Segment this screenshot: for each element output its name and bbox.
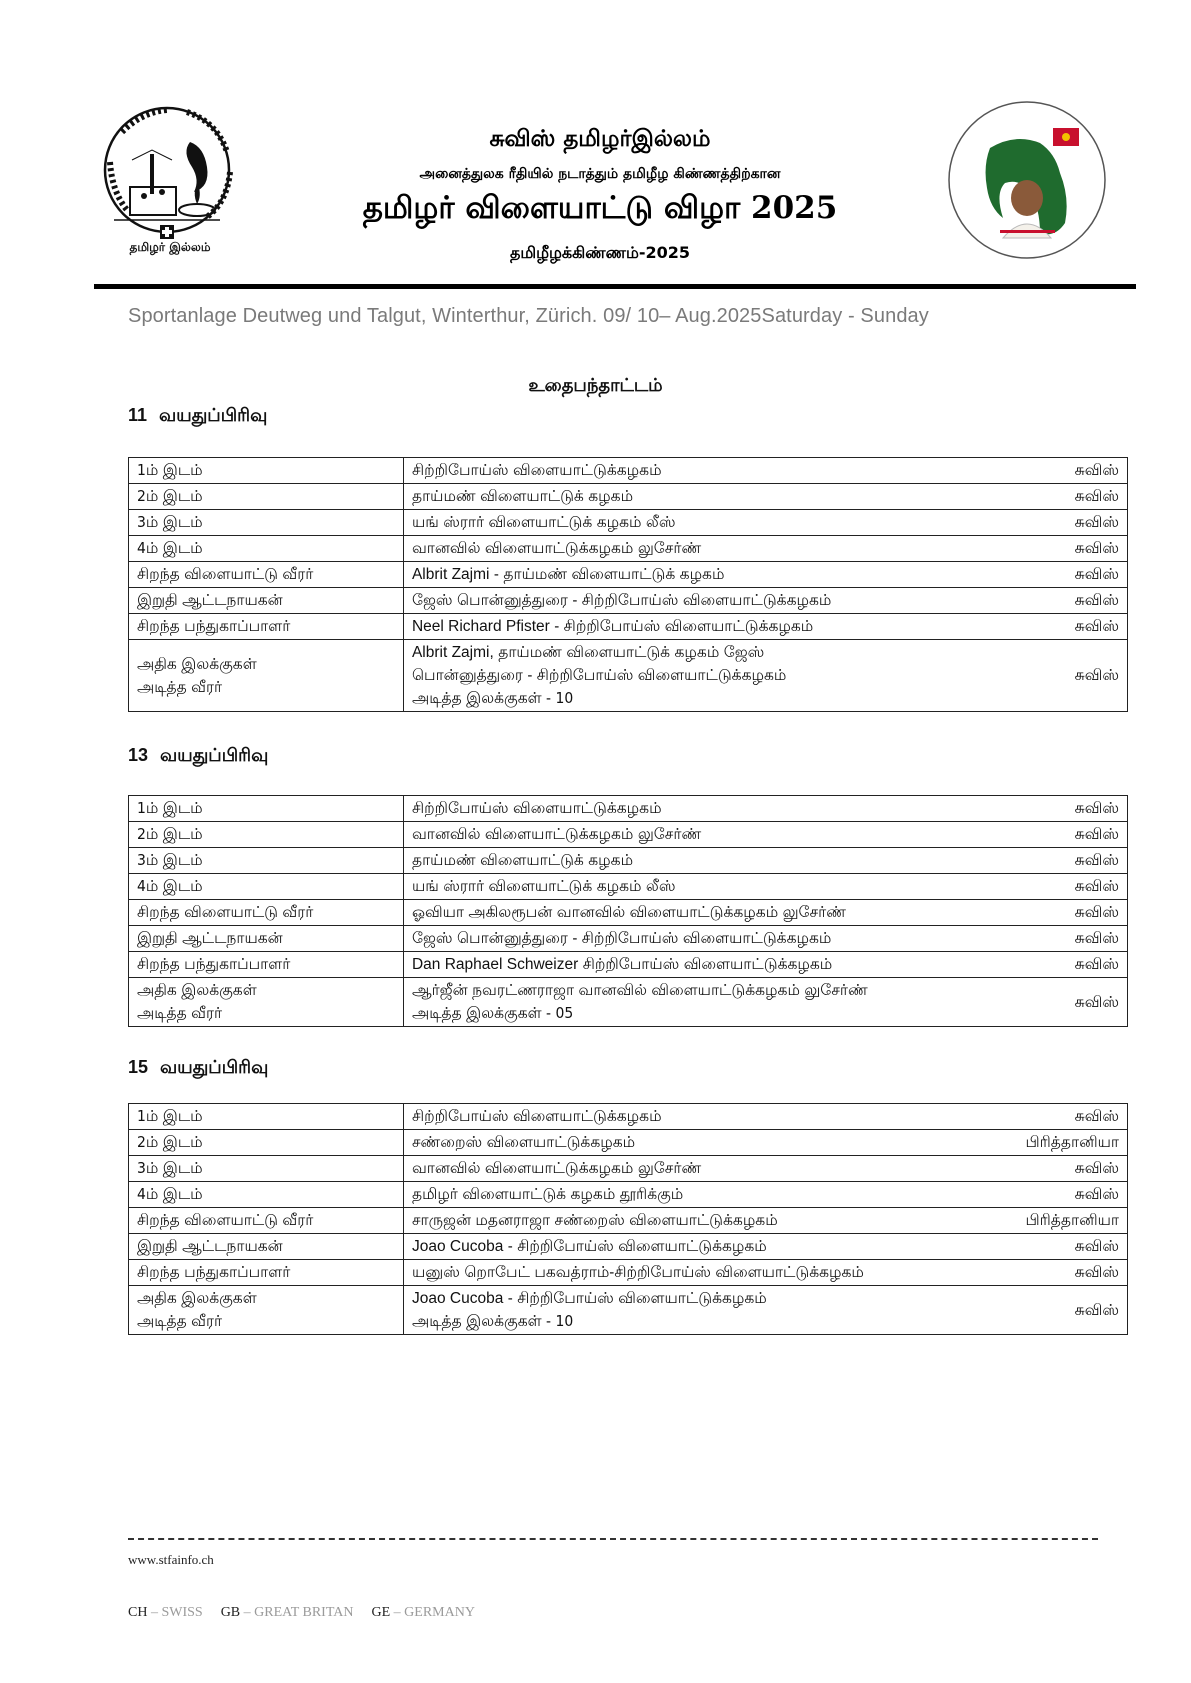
award-category-cell: 3ம் இடம்: [129, 1156, 404, 1182]
results-table-u11: [128, 457, 1128, 712]
result-row: [129, 822, 1128, 848]
country-cell: சுவிஸ்: [997, 1286, 1127, 1335]
winner-cell: யங் ஸ்ரார் விளையாட்டுக் கழகம் லீஸ்: [403, 510, 997, 536]
country-cell: பிரித்தானியா: [997, 1208, 1127, 1234]
logo-caption: தமிழர் இல்லம்: [129, 240, 211, 254]
result-row: [129, 952, 1128, 978]
result-row: [129, 1182, 1128, 1208]
winner-cell: Joao Cucoba - சிற்றிபோய்ஸ் விளையாட்டுக்கழகம்: [403, 1234, 997, 1260]
winner-cell: வானவில் விளையாட்டுக்கழகம் லுசேர்ண்: [403, 822, 997, 848]
country-cell: சுவிஸ்: [997, 952, 1127, 978]
award-category-cell: சிறந்த விளையாட்டு வீரர்: [129, 900, 404, 926]
winner-cell: சாருஜன் மதனராஜா சண்றைஸ் விளையாட்டுக்கழகம்: [403, 1208, 997, 1234]
country-cell: சுவிஸ்: [997, 1104, 1127, 1130]
age-group-label: வயதுப்பிரிவு: [159, 405, 268, 426]
award-category-cell: 1ம் இடம்: [129, 1104, 404, 1130]
winner-cell: தாய்மண் விளையாட்டுக் கழகம்: [403, 848, 997, 874]
award-category-cell: 3ம் இடம்: [129, 510, 404, 536]
header-subtitle: அனைத்துலக ரீதியில் நடாத்தும் தமிழீழ கிண்ணத்திற்கான: [419, 166, 781, 182]
age-group-heading-11: [128, 405, 267, 428]
latin-name: Albrit Zajmi: [411, 566, 490, 583]
winner-cell: Joao Cucoba - சிற்றிபோய்ஸ் விளையாட்டுக்கழகம் அடித்த இலக்குகள் - 10: [403, 1286, 997, 1335]
result-row: [129, 1104, 1128, 1130]
winner-cell: சண்றைஸ் விளையாட்டுக்கழகம்: [403, 1130, 997, 1156]
result-row: [129, 1208, 1128, 1234]
country-cell: சுவிஸ்: [997, 822, 1127, 848]
country-code-legend: [128, 1605, 493, 1621]
country-cell: சுவிஸ்: [997, 1182, 1127, 1208]
organization-name: சுவிஸ் தமிழர்இல்லம்: [489, 126, 711, 152]
results-table-u13: [128, 795, 1128, 1027]
age-group-label: வயதுப்பிரிவு: [160, 1057, 269, 1078]
age-group-number: 13: [128, 745, 149, 765]
tamil-eelam-cup-logo: [945, 98, 1110, 263]
header-divider: [94, 284, 1136, 289]
age-group-heading-13: [128, 745, 268, 768]
winner-cell: ஜேஸ் பொன்னுத்துரை - சிற்றிபோய்ஸ் விளையாட்டுக்கழகம்: [403, 588, 997, 614]
winner-cell: ஓவியா அகிலரூபன் வானவில் விளையாட்டுக்கழகம் லுசேர்ண்: [403, 900, 997, 926]
eelam-map-portrait-icon: [945, 98, 1110, 263]
venue-date-line: Sportanlage Deutweg und Talgut, Winterthur, Zürich. 09/ 10– Aug.2025Saturday - Sunday: [128, 305, 929, 327]
winner-cell: வானவில் விளையாட்டுக்கழகம் லுசேர்ண்: [403, 1156, 997, 1182]
result-row: [129, 1130, 1128, 1156]
award-category-cell: இறுதி ஆட்டநாயகன்: [129, 926, 404, 952]
footer-website-link[interactable]: www.stfainfo.ch: [128, 1552, 214, 1567]
legend-separator: –: [240, 1605, 255, 1620]
result-row: [129, 588, 1128, 614]
legend-item: [372, 1605, 475, 1620]
legend-code: CH: [128, 1605, 148, 1620]
age-group-label: வயதுப்பிரிவு: [160, 745, 269, 766]
winner-cell: ஜேஸ் பொன்னுத்துரை - சிற்றிபோய்ஸ் விளையாட்டுக்கழகம்: [403, 926, 997, 952]
award-category-cell: 4ம் இடம்: [129, 1182, 404, 1208]
result-row: [129, 978, 1128, 1027]
country-cell: சுவிஸ்: [997, 926, 1127, 952]
winner-cell: தாய்மண் விளையாட்டுக் கழகம்: [403, 484, 997, 510]
legend-item: [128, 1605, 203, 1620]
legend-name: GERMANY: [404, 1605, 475, 1620]
result-row: [129, 796, 1128, 822]
winner-cell: சிற்றிபோய்ஸ் விளையாட்டுக்கழகம்: [403, 458, 997, 484]
winner-cell: தமிழர் விளையாட்டுக் கழகம் தூரிக்கும்: [403, 1182, 997, 1208]
result-row: [129, 1286, 1128, 1335]
country-cell: சுவிஸ்: [997, 640, 1127, 712]
section-title-football: உதைபந்தாட்டம்: [528, 375, 663, 396]
event-title: தமிழர் விளையாட்டு விழா 2025: [362, 190, 838, 226]
result-row: [129, 484, 1128, 510]
result-row: [129, 1156, 1128, 1182]
award-category-cell: 2ம் இடம்: [129, 1130, 404, 1156]
winner-cell: Dan Raphael Schweizer சிற்றிபோய்ஸ் விளையாட்டுக்கழகம்: [403, 952, 997, 978]
award-category-cell: அதிக இலக்குகள் அடித்த வீரர்: [129, 640, 404, 712]
result-row: [129, 458, 1128, 484]
result-row: [129, 926, 1128, 952]
country-cell: சுவிஸ்: [997, 1234, 1127, 1260]
result-row: [129, 640, 1128, 712]
latin-name: Neel Richard Pfister: [411, 618, 550, 635]
winner-cell: சிற்றிபோய்ஸ் விளையாட்டுக்கழகம்: [403, 796, 997, 822]
country-cell: சுவிஸ்: [997, 510, 1127, 536]
award-category-cell: 4ம் இடம்: [129, 874, 404, 900]
award-category-cell: 2ம் இடம்: [129, 484, 404, 510]
age-group-heading-15: [128, 1057, 268, 1080]
age-group-number: 15: [128, 1057, 149, 1077]
result-row: [129, 900, 1128, 926]
country-cell: சுவிஸ்: [997, 978, 1127, 1027]
award-category-cell: சிறந்த விளையாட்டு வீரர்: [129, 562, 404, 588]
country-cell: சுவிஸ்: [997, 588, 1127, 614]
latin-name: Albrit Zajmi,: [411, 644, 494, 661]
event-subtitle: தமிழீழக்கிண்ணம்-2025: [509, 243, 691, 262]
country-cell: சுவிஸ்: [997, 484, 1127, 510]
country-cell: சுவிஸ்: [997, 536, 1127, 562]
award-category-cell: சிறந்த பந்துகாப்பாளர்: [129, 614, 404, 640]
result-row: [129, 1234, 1128, 1260]
result-row: [129, 848, 1128, 874]
result-row: [129, 1260, 1128, 1286]
winner-cell: சிற்றிபோய்ஸ் விளையாட்டுக்கழகம்: [403, 1104, 997, 1130]
winner-cell: Neel Richard Pfister - சிற்றிபோய்ஸ் விளையாட்டுக்கழகம்: [403, 614, 997, 640]
award-category-cell: அதிக இலக்குகள் அடித்த வீரர்: [129, 1286, 404, 1335]
award-category-cell: 2ம் இடம்: [129, 822, 404, 848]
award-category-cell: இறுதி ஆட்டநாயகன்: [129, 588, 404, 614]
award-category-cell: 3ம் இடம்: [129, 848, 404, 874]
country-cell: சுவிஸ்: [997, 1156, 1127, 1182]
country-cell: பிரித்தானியா: [997, 1130, 1127, 1156]
winner-cell: வானவில் விளையாட்டுக்கழகம் லுசேர்ண்: [403, 536, 997, 562]
result-row: [129, 510, 1128, 536]
latin-name: Dan Raphael Schweizer: [411, 956, 579, 973]
result-row: [129, 536, 1128, 562]
legend-name: SWISS: [161, 1605, 203, 1620]
footer-divider: [128, 1538, 1098, 1540]
award-category-cell: 1ம் இடம்: [129, 458, 404, 484]
country-cell: சுவிஸ்: [997, 614, 1127, 640]
legend-item: [221, 1605, 354, 1620]
winner-cell: யங் ஸ்ரார் விளையாட்டுக் கழகம் லீஸ்: [403, 874, 997, 900]
legend-code: GB: [220, 1605, 241, 1620]
age-group-number: 11: [128, 405, 148, 425]
award-category-cell: அதிக இலக்குகள் அடித்த வீரர்: [129, 978, 404, 1027]
award-category-cell: சிறந்த விளையாட்டு வீரர்: [129, 1208, 404, 1234]
result-row: [129, 614, 1128, 640]
winner-cell: ஆர்ஜீன் நவரட்ணராஜா வானவில் விளையாட்டுக்கழகம் லுசேர்ண் அடித்த இலக்குகள் - 05: [403, 978, 997, 1027]
country-cell: சுவிஸ்: [997, 562, 1127, 588]
legend-name: GREAT BRITAN: [254, 1605, 354, 1620]
country-cell: சுவிஸ்: [997, 796, 1127, 822]
country-cell: சுவிஸ்: [997, 1260, 1127, 1286]
latin-name: Joao Cucoba: [411, 1290, 504, 1307]
result-row: [129, 562, 1128, 588]
country-cell: சுவிஸ்: [997, 900, 1127, 926]
result-row: [129, 874, 1128, 900]
award-category-cell: இறுதி ஆட்டநாயகன்: [129, 1234, 404, 1260]
country-cell: சுவிஸ்: [997, 458, 1127, 484]
legend-code: GE: [371, 1605, 391, 1620]
award-category-cell: சிறந்த பந்துகாப்பாளர்: [129, 1260, 404, 1286]
award-category-cell: 4ம் இடம்: [129, 536, 404, 562]
country-cell: சுவிஸ்: [997, 848, 1127, 874]
results-table-u15: [128, 1103, 1128, 1335]
winner-cell: Albrit Zajmi - தாய்மண் விளையாட்டுக் கழகம்: [403, 562, 997, 588]
winner-cell: யனுஸ் றொபேட் பகவத்ராம்-சிற்றிபோய்ஸ் விளையாட்டுக்கழகம்: [403, 1260, 997, 1286]
country-cell: சுவிஸ்: [997, 874, 1127, 900]
award-category-cell: 1ம் இடம்: [129, 796, 404, 822]
latin-name: Joao Cucoba: [411, 1238, 504, 1255]
legend-separator: –: [147, 1605, 162, 1620]
winner-cell: Albrit Zajmi, தாய்மண் விளையாட்டுக் கழகம் ஜேஸ் பொன்னுத்துரை - சிற்றிபோய்ஸ் விளையாட்டுக்கழகம் அடித்த இலக்குகள் - 10: [403, 640, 997, 712]
tamil-house-emblem-icon: [92, 92, 242, 262]
award-category-cell: சிறந்த பந்துகாப்பாளர்: [129, 952, 404, 978]
tamil-house-logo: [92, 92, 242, 262]
legend-separator: –: [390, 1605, 405, 1620]
